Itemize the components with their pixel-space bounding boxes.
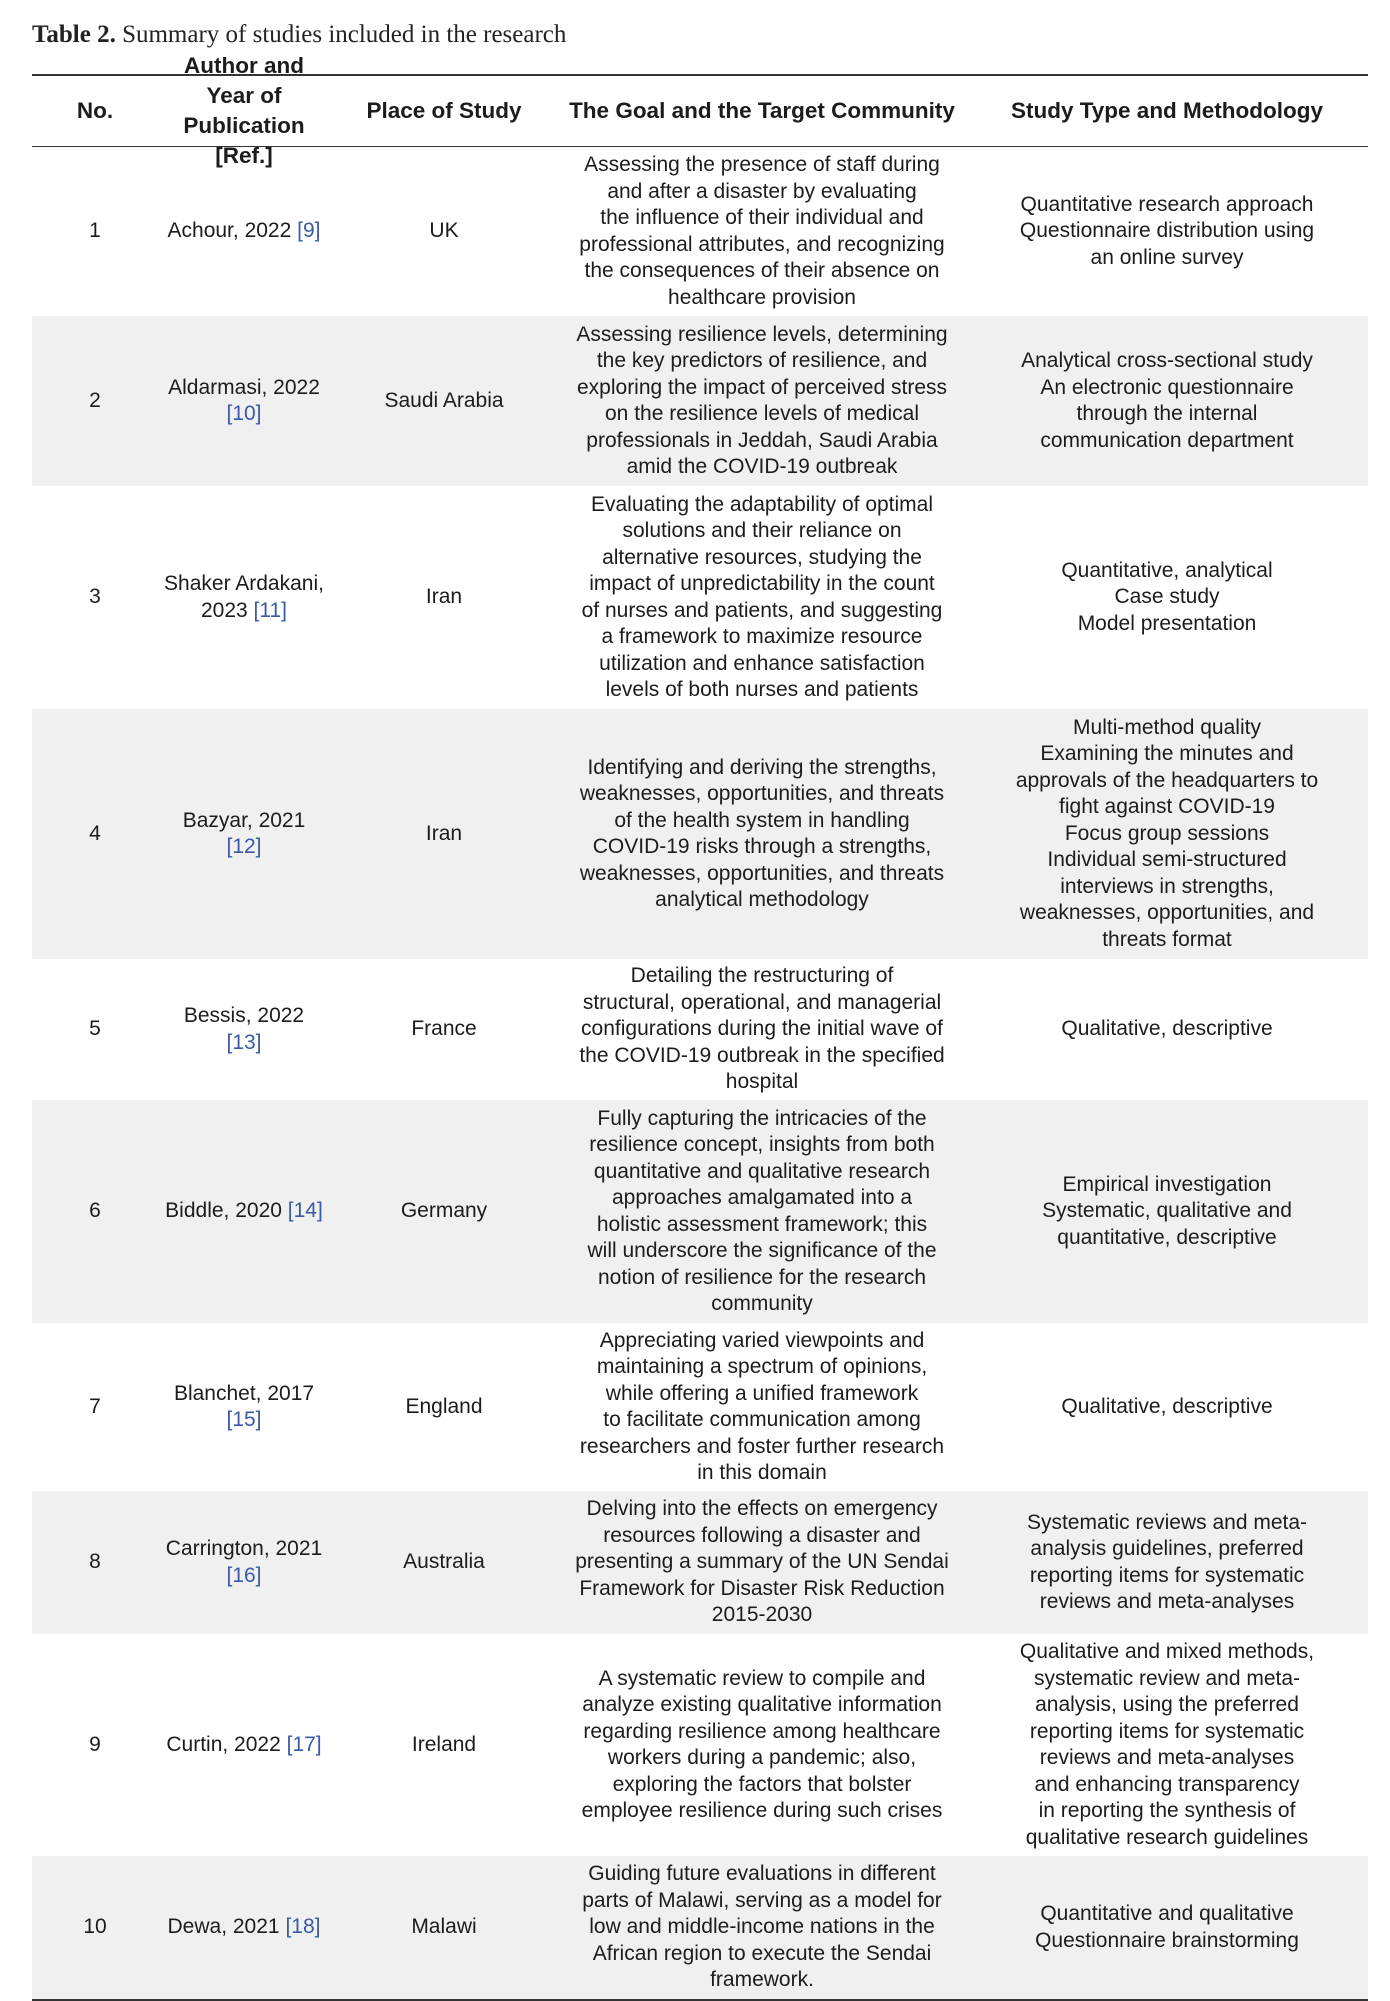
cell-method: Qualitative, descriptive <box>1061 1394 1273 1418</box>
reference-link[interactable]: [12] <box>226 835 262 858</box>
table-row <box>32 316 1368 486</box>
table-caption <box>32 20 566 50</box>
cell-author <box>158 1914 330 1941</box>
cell-place: England <box>405 1394 483 1418</box>
cell-no: 8 <box>89 1550 101 1574</box>
cell-method: Multi-method quality Examining the minutes and approvals of the headquarters to fight against COVID-19 Focus group sessions Individual semi-structured interviews in strengths, weaknesses, opportunities, and threats format <box>1015 715 1319 951</box>
cell-goal: Detailing the restructuring of structural, operational, and managerial configurations during the initial wave of the COVID-19 outbreak in the specified hospital <box>579 964 945 1094</box>
cell-author <box>158 571 330 624</box>
table-row <box>32 959 1368 1100</box>
cell-no: 9 <box>89 1732 101 1756</box>
cell-place: France <box>411 1017 477 1041</box>
author-text: Aldarmasi, 2022 <box>168 375 320 399</box>
studies-table <box>32 53 1368 2001</box>
cell-author <box>158 1003 330 1056</box>
cell-method: Systematic reviews and meta- analysis guidelines, preferred reporting items for systematic reviews and meta-analyses <box>1026 1510 1308 1613</box>
cell-no: 4 <box>89 821 101 845</box>
header-goal: The Goal and the Target Community <box>569 98 955 123</box>
caption-label: Table 2. <box>32 21 116 48</box>
cell-author <box>158 1732 330 1759</box>
cell-author <box>158 1198 330 1225</box>
table-row <box>32 1634 1368 1856</box>
cell-author <box>158 375 330 428</box>
cell-author <box>158 218 330 245</box>
author-text: Dewa, 2021 <box>167 1915 286 1939</box>
table-row <box>32 709 1368 959</box>
cell-method: Empirical investigation Systematic, qualitative and quantitative, descriptive <box>1042 1172 1292 1249</box>
cell-goal: Evaluating the adaptability of optimal solutions and their reliance on alternative resources, studying the impact of unpredictability in the count of nurses and patients, and suggesting a framework to maximize resource utilization and enhance satisfaction levels of both nurses and patients <box>581 492 943 701</box>
cell-no: 1 <box>89 219 101 243</box>
table-row <box>32 486 1368 709</box>
cell-no: 2 <box>89 388 101 412</box>
cell-goal: Assessing resilience levels, determining the key predictors of resilience, and exploring the impact of perceived stress on the resilience levels of medical professionals in Jeddah, Saudi Arabia amid the COVID-19 outbreak <box>576 322 948 478</box>
cell-place: Iran <box>425 585 463 609</box>
cell-goal: A systematic review to compile and analyze existing qualitative information regarding resilience among healthcare workers during a pandemic; also, exploring the factors that bolster employee resilience during such crises <box>581 1666 943 1822</box>
cell-no: 3 <box>89 585 101 609</box>
caption-text: Summary of studies included in the research <box>115 21 567 48</box>
header-place: Place of Study <box>366 98 522 123</box>
cell-no: 7 <box>89 1394 101 1418</box>
reference-link[interactable]: [11] <box>253 598 288 622</box>
reference-link[interactable]: [13] <box>226 1030 262 1054</box>
cell-method: Qualitative and mixed methods, systematic review and meta- analysis, using the preferred reporting items for systematic reviews and meta-analyses and enhancing transparency in reporting the synthesis of qualitative research guidelines <box>1019 1640 1315 1849</box>
cell-author <box>158 1381 330 1434</box>
author-text: Achour, 2022 <box>167 219 298 243</box>
author-text: Curtin, 2022 <box>166 1732 287 1756</box>
cell-no: 10 <box>83 1915 107 1939</box>
cell-no: 5 <box>89 1017 101 1041</box>
author-text: Shaker Ardakani, 2023 <box>164 572 324 622</box>
cell-author <box>158 1536 330 1589</box>
cell-author <box>158 808 330 861</box>
cell-goal: Delving into the effects on emergency resources following a disaster and presenting a summary of the UN Sendai Framework for Disaster Risk Reduction 2015-2030 <box>575 1497 949 1627</box>
table-row <box>32 1100 1368 1323</box>
cell-method: Quantitative and qualitative Questionnaire brainstorming <box>1035 1902 1299 1952</box>
reference-link[interactable]: [16] <box>226 1563 262 1587</box>
table-header-row <box>32 53 1368 168</box>
table-row <box>32 1856 1368 1999</box>
cell-no: 6 <box>89 1199 101 1223</box>
reference-link[interactable]: [10] <box>226 402 262 425</box>
cell-goal: Assessing the presence of staff during and after a disaster by evaluating the influence of their individual and professional attributes, and recognizing the consequences of their absence on healthcare provision <box>579 153 945 309</box>
reference-link[interactable]: [15] <box>226 1408 262 1431</box>
cell-goal: Appreciating varied viewpoints and maintaining a spectrum of opinions, while offering a unified framework to facilitate communication among researchers and foster further research in this domain <box>579 1328 945 1484</box>
author-text: Bessis, 2022 <box>183 1004 305 1027</box>
cell-method: Analytical cross-sectional study An electronic questionnaire through the internal communication department <box>1021 349 1313 452</box>
reference-link[interactable]: [18] <box>285 1915 321 1939</box>
cell-place: Australia <box>403 1550 485 1574</box>
reference-link[interactable]: [14] <box>287 1199 323 1223</box>
author-text: Carrington, 2021 <box>165 1537 323 1560</box>
table-row <box>32 1491 1368 1634</box>
author-text: Bazyar, 2021 <box>182 808 306 832</box>
cell-place: Saudi Arabia <box>384 388 504 412</box>
header-author: Author and Year of Publication [Ref.] <box>183 53 305 168</box>
cell-place: Germany <box>400 1199 488 1223</box>
cell-method: Quantitative research approach Questionnaire distribution using an online survey <box>1019 192 1315 269</box>
reference-link[interactable]: [9] <box>297 219 321 243</box>
cell-place: Iran <box>425 821 463 845</box>
table-row <box>32 1323 1368 1491</box>
cell-goal: Identifying and deriving the strengths, weaknesses, opportunities, and threats of the health system in handling COVID-19 risks through a strengths, weaknesses, opportunities, and threats analytical methodology <box>579 755 945 911</box>
author-text: Biddle, 2020 <box>165 1199 288 1223</box>
cell-place: UK <box>429 219 459 243</box>
cell-place: Ireland <box>411 1732 477 1756</box>
author-text: Blanchet, 2017 <box>173 1381 315 1405</box>
cell-goal: Guiding future evaluations in different parts of Malawi, serving as a model for low and middle-income nations in the African region to execute the Sendai framework. <box>582 1862 942 1992</box>
table-row <box>32 147 1368 316</box>
header-no: No. <box>76 98 114 123</box>
cell-method: Quantitative, analytical Case study Model presentation <box>1061 558 1273 635</box>
header-method: Study Type and Methodology <box>1010 98 1324 123</box>
reference-link[interactable]: [17] <box>286 1732 322 1756</box>
cell-place: Malawi <box>411 1915 477 1939</box>
cell-goal: Fully capturing the intricacies of the resilience concept, insights from both quantitative and qualitative research approaches amalgamated into a holistic assessment framework; this will underscore the significance of the notion of resilience for the research community <box>587 1106 937 1315</box>
cell-method: Qualitative, descriptive <box>1061 1017 1273 1041</box>
